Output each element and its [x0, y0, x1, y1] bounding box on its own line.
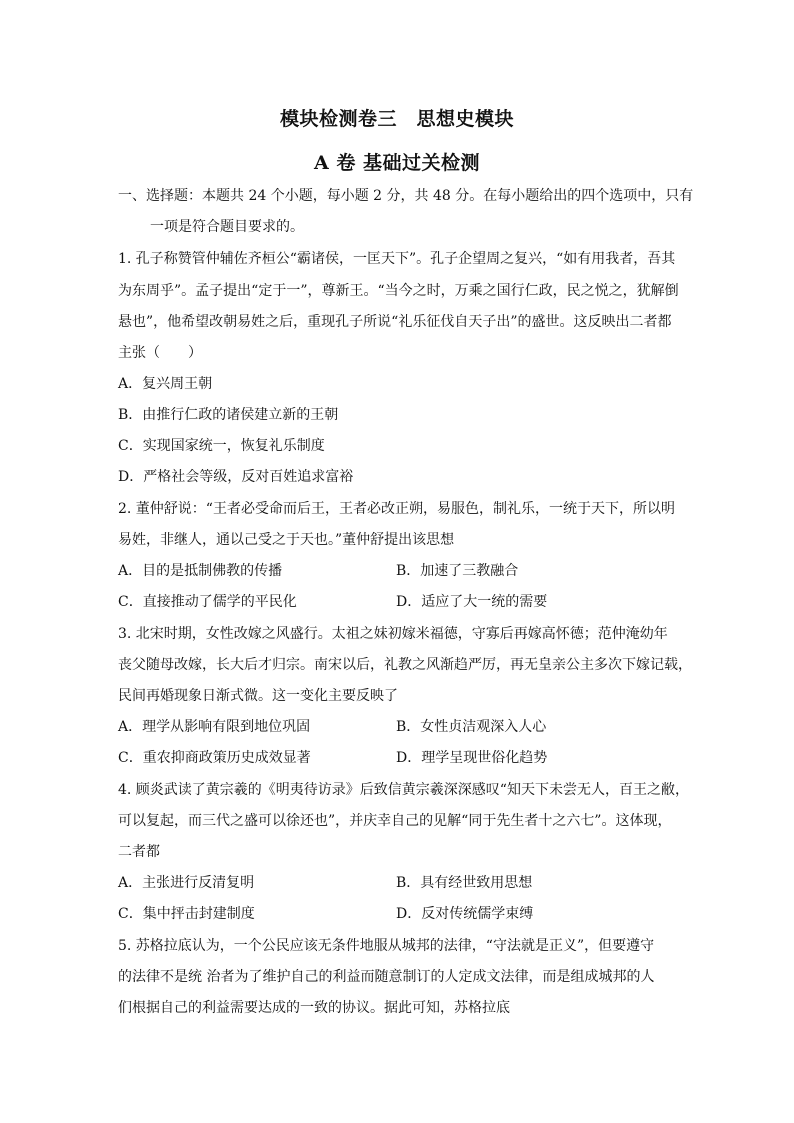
question-4-option-a: A．主张进行反清复明: [118, 875, 255, 891]
question-2-option-c: C．直接推动了儒学的平民化: [118, 594, 297, 610]
question-5-line-2: 的法律不是统 治者为了维护自己的利益而随意制订的人定成文法律，而是组成城邦的人: [118, 969, 655, 985]
question-3-option-a: A．理学从影响有限到地位巩固: [118, 719, 311, 735]
section-instructions-line-1: 一、选择题：本题共 24 个小题，每小题 2 分，共 48 分。在每小题给出的四个选项中，只有: [118, 188, 694, 204]
page-subtitle: A 卷 基础过关检测: [314, 152, 480, 174]
question-1-line-4: 主张（ ）: [118, 345, 202, 361]
question-4-line-2: 可以复起，而三代之盛可以徐还也”，并庆幸自己的见解“同于先生者十之六七”。这体现，: [118, 813, 672, 829]
question-4-option-d: D．反对传统儒学束缚: [396, 906, 534, 922]
question-2-option-b: B．加速了三教融合: [396, 563, 519, 579]
question-1-option-b: B．由推行仁政的诸侯建立新的王朝: [118, 407, 339, 423]
question-3-line-3: 民间再婚现象日渐式微。这一变化主要反映了: [118, 688, 398, 704]
question-2-line-2: 易姓，非继人，通以己受之于天也。”董仲舒提出该思想: [118, 532, 455, 548]
question-1-line-1: 1. 孔子称赞管仲辅佐齐桓公“霸诸侯，一匡天下”。孔子企望周之复兴，“如有用我者，吾其: [118, 251, 676, 267]
question-1-option-c: C．实现国家统一，恢复礼乐制度: [118, 438, 325, 454]
question-1-option-d: D．严格社会等级，反对百姓追求富裕: [118, 469, 354, 485]
question-4-line-1: 4. 顾炎武读了黄宗羲的《明夷待访录》后致信黄宗羲深深感叹“知天下未尝无人，百王之敝，: [118, 782, 689, 798]
question-3-option-c: C．重农抑商政策历史成效显著: [118, 750, 311, 766]
section-instructions-line-2: 一项是符合题目要求的。: [150, 219, 304, 235]
question-5-line-3: 们根据自己的利益需要达成的一致的协议。据此可知，苏格拉底: [118, 1000, 510, 1016]
question-3-option-d: D．理学呈现世俗化趋势: [396, 750, 548, 766]
question-1-line-3: 悬也”，他希望改朝易姓之后，重现孔子所说“礼乐征伐自天子出”的盛世。这反映出二者都: [118, 314, 672, 330]
question-4-option-c: C．集中抨击封建制度: [118, 906, 255, 922]
page-title: 模块检测卷三 思想史模块: [279, 108, 514, 130]
question-2-option-d: D．适应了大一统的需要: [396, 594, 548, 610]
question-3-line-1: 3. 北宋时期，女性改嫁之风盛行。太祖之妹初嫁米福德，守寡后再嫁高怀德；范仲淹幼年: [118, 626, 668, 642]
question-1-option-a: A．复兴周王朝: [118, 376, 213, 392]
question-5-line-1: 5. 苏格拉底认为，一个公民应该无条件地服从城邦的法律，“守法就是正义”，但要遵守: [118, 938, 655, 954]
question-1-line-2: 为东周乎”。孟子提出“定于一”，尊新王。“当今之时，万乘之国行仁政，民之悦之，犹解倒: [118, 283, 679, 299]
question-3-line-2: 丧父随母改嫁，长大后才归宗。南宋以后，礼教之风渐趋严厉，再无皇亲公主多次下嫁记载，: [118, 657, 692, 673]
question-4-option-b: B．具有经世致用思想: [396, 875, 533, 891]
question-2-line-1: 2. 董仲舒说：“王者必受命而后王，王者必改正朔，易服色，制礼乐，一统于天下，所以明: [118, 501, 675, 517]
question-2-option-a: A．目的是抵制佛教的传播: [118, 563, 283, 579]
question-4-line-3: 二者都: [118, 844, 160, 860]
question-3-option-b: B．女性贞洁观深入人心: [396, 719, 547, 735]
